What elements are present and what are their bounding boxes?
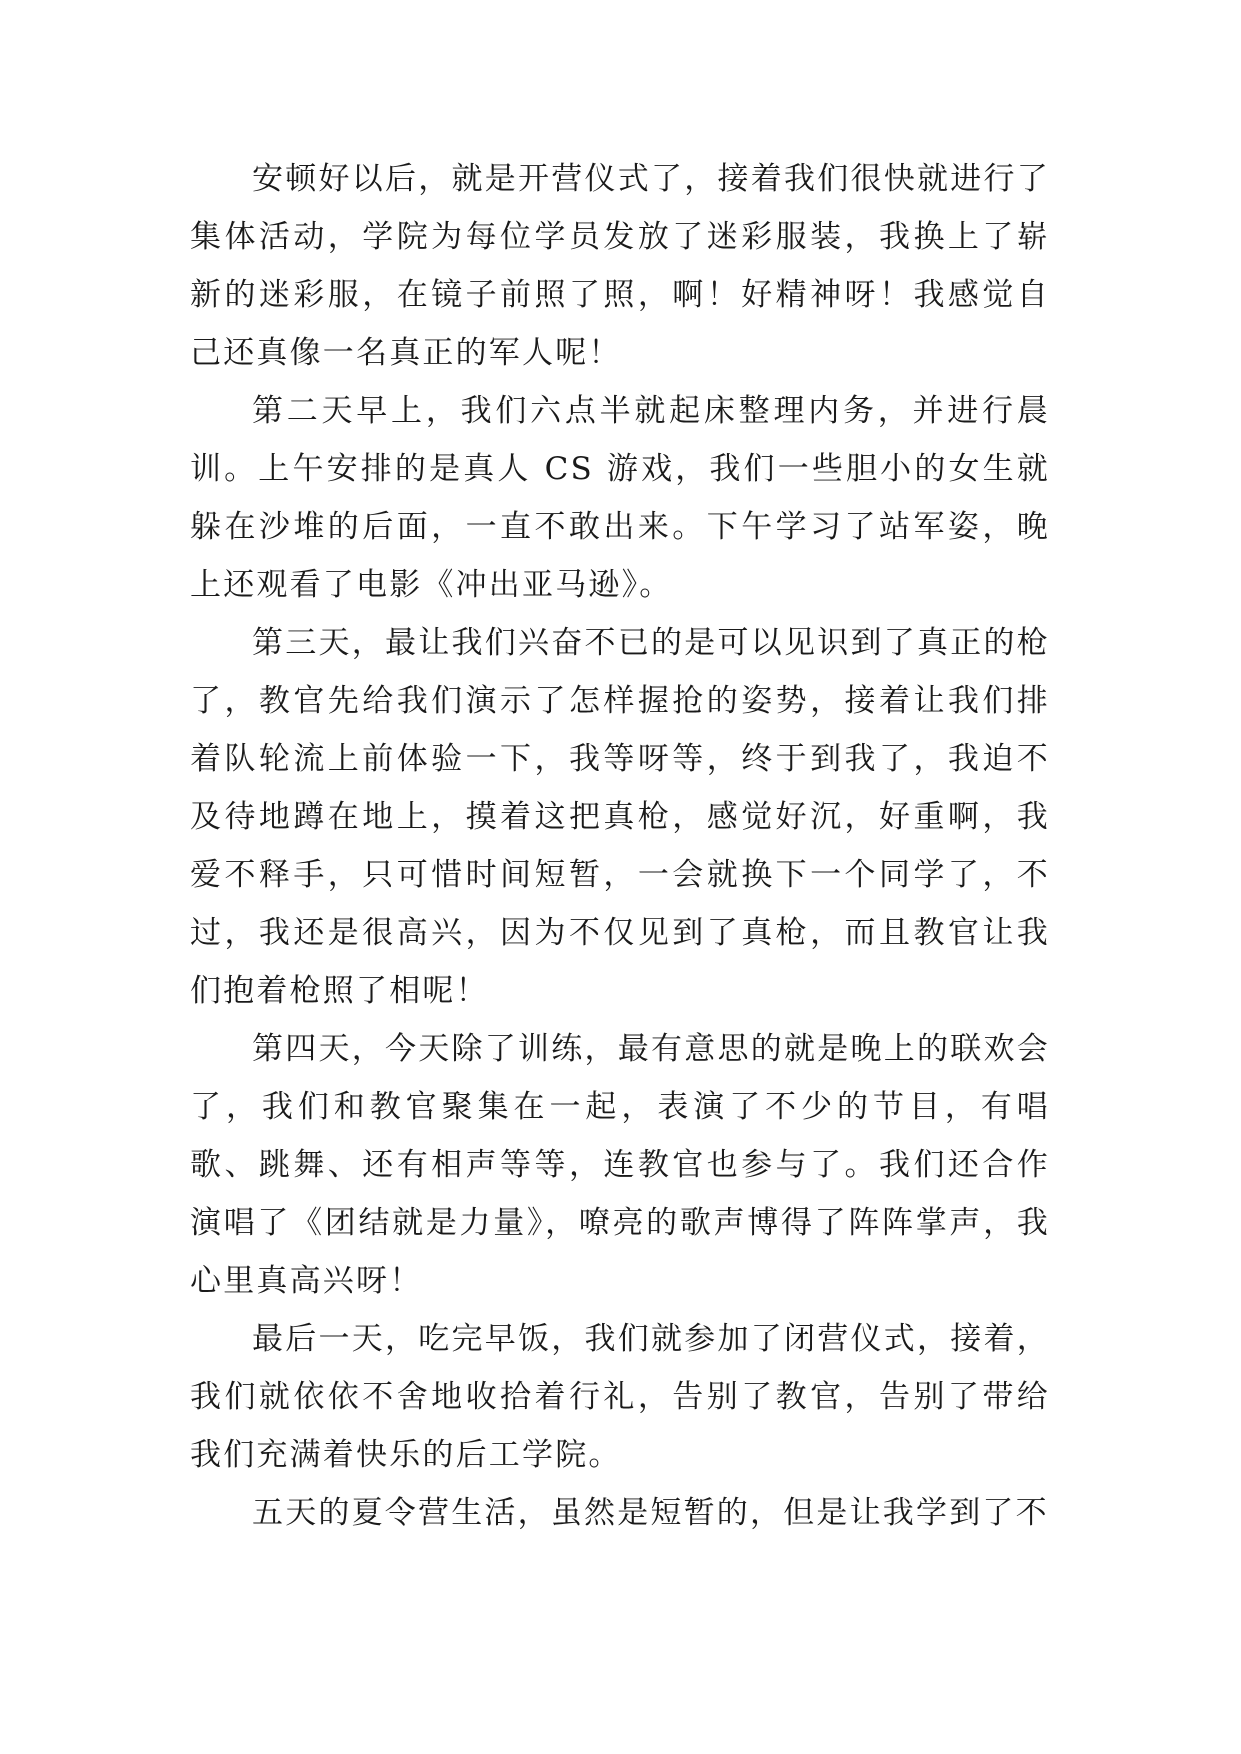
paragraph-opening-ceremony: 安顿好以后，就是开营仪式了，接着我们很快就进行了集体活动，学院为每位学员发放了迷彩服装，我换上了崭新的迷彩服，在镜子前照了照，啊！好精神呀！我感觉自己还真像一名真正的军人呢！	[190, 161, 1050, 371]
paragraph-summary: 五天的夏令营生活，虽然是短暂的，但是让我学到了不	[252, 1495, 1049, 1531]
document-body	[190, 150, 1050, 1542]
paragraph-day-three: 第三天，最让我们兴奋不已的是可以见识到了真正的枪了，教官先给我们演示了怎样握抢的姿势，接着让我们排着队轮流上前体验一下，我等呀等，终于到我了，我迫不及待地蹲在地上，摸着这把真枪，感觉好沉，好重啊，我爱不释手，只可惜时间短暂，一会就换下一个同学了，不过，我还是很高兴，因为不仅见到了真枪，而且教官让我们抱着枪照了相呢！	[190, 625, 1050, 1009]
paragraph-last-day: 最后一天，吃完早饭，我们就参加了闭营仪式，接着，我们就依依不舍地收拾着行礼，告别了教官，告别了带给我们充满着快乐的后工学院。	[190, 1321, 1050, 1473]
paragraph-day-four: 第四天，今天除了训练，最有意思的就是晚上的联欢会了，我们和教官聚集在一起，表演了不少的节目，有唱歌、跳舞、还有相声等等，连教官也参与了。我们还合作演唱了《团结就是力量》，嘹亮的歌声博得了阵阵掌声，我心里真高兴呀！	[190, 1031, 1050, 1299]
paragraph-day-two: 第二天早上，我们六点半就起床整理内务，并进行晨训。上午安排的是真人 CS 游戏，我们一些胆小的女生就躲在沙堆的后面，一直不敢出来。下午学习了站军姿，晚上还观看了电影《冲出亚马逊》。	[190, 393, 1050, 603]
